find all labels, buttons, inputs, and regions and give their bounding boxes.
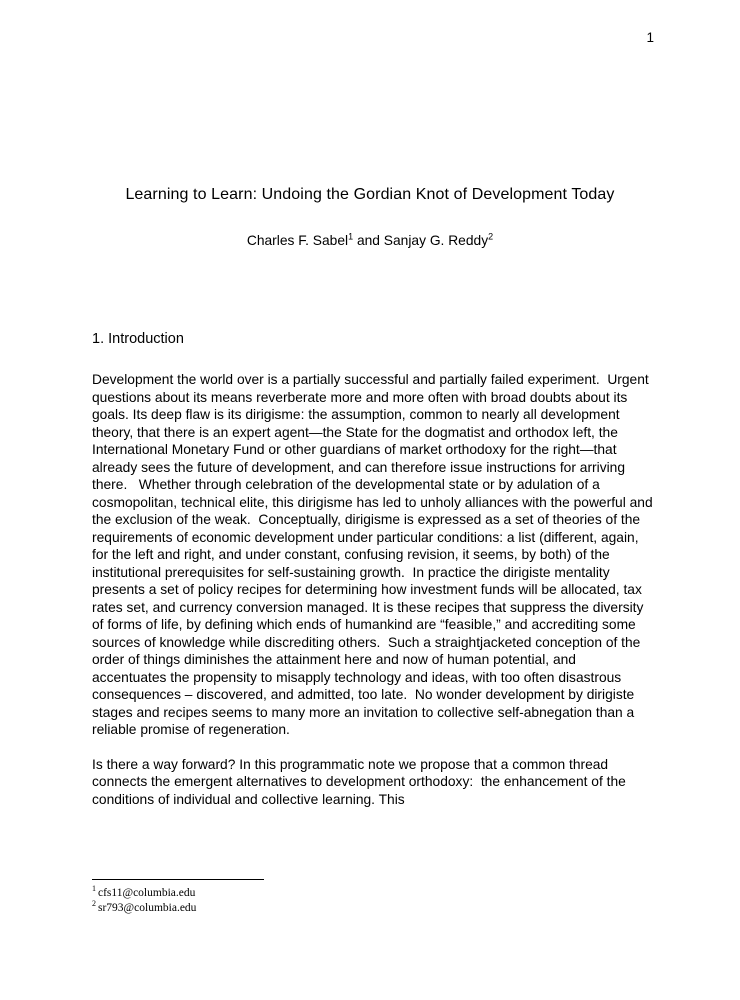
footnote-1-text: cfs11@columbia.edu bbox=[98, 887, 196, 899]
paragraph-1: Development the world over is a partially successful and partially failed experiment. Urgent questions about its means reverberate more and more often with broad doubts about its goals. Its deep flaw is its dirigisme: the assumption, common to nearly all development theory, that there is an expert agent—the State for the dogmatist and orthodox left, the International Monetary Fund or other guardians of market orthodoxy for the right—that already sees the future of development, and can therefore issue instructions for arriving there. Whether through celebration of the developmental state or by adulation of a cosmopolitan, technical elite, this dirigisme has led to unholy alliances with the powerful and the exclusion of the weak. Conceptually, dirigisme is expressed as a set of theories of the requirements of economic development under particular conditions: a list (different, again, for the left and right, and under constant, confusing revision, it seems, by both) of the institutional prerequisites for self-sustaining growth. In practice the dirigiste mentality presents a set of policy recipes for determining how investment funds will be allocated, tax rates set, and currency conversion managed. It is these recipes that suppress the diversity of forms of life, by defining which ends of humankind are “feasible,” and accrediting some sources of knowledge while discrediting others. Such a straightjacketed conception of the order of things diminishes the attainment here and now of human potential, and accentuates the propensity to misapply technology and ideas, with too often disastrous consequences – discovered, and admitted, too late. No wonder development by dirigiste stages and recipes seems to many more an invitation to collective self-abnegation than a reliable promise of regeneration. bbox=[92, 372, 657, 737]
page-number: 1 bbox=[646, 30, 654, 45]
paper-title: Learning to Learn: Undoing the Gordian Knot of Development Today bbox=[125, 186, 615, 203]
footnote-2 bbox=[92, 901, 654, 916]
footnote-1 bbox=[92, 886, 654, 901]
author-1-name: Charles F. Sabel bbox=[246, 233, 349, 248]
authors-connector: and bbox=[353, 233, 384, 248]
paragraph-2: Is there a way forward? In this programmatic note we propose that a common thread connects the emergent alternatives to development orthodoxy: the enhancement of the conditions of individual and collective learning. This bbox=[92, 756, 630, 807]
author-1-footnote-marker: 1 bbox=[348, 231, 354, 242]
author-2-footnote-marker: 2 bbox=[488, 231, 494, 242]
authors-line bbox=[70, 233, 670, 248]
footnote-1-marker: 1 bbox=[92, 884, 96, 894]
footnote-2-text: sr793@columbia.edu bbox=[98, 902, 197, 914]
footnote-area bbox=[92, 879, 654, 916]
footnote-2-marker: 2 bbox=[92, 899, 96, 909]
footnote-separator bbox=[92, 879, 264, 880]
author-2-name: Sanjay G. Reddy bbox=[383, 233, 489, 248]
section-heading-introduction: 1. Introduction bbox=[92, 331, 184, 347]
body-content bbox=[92, 331, 657, 825]
